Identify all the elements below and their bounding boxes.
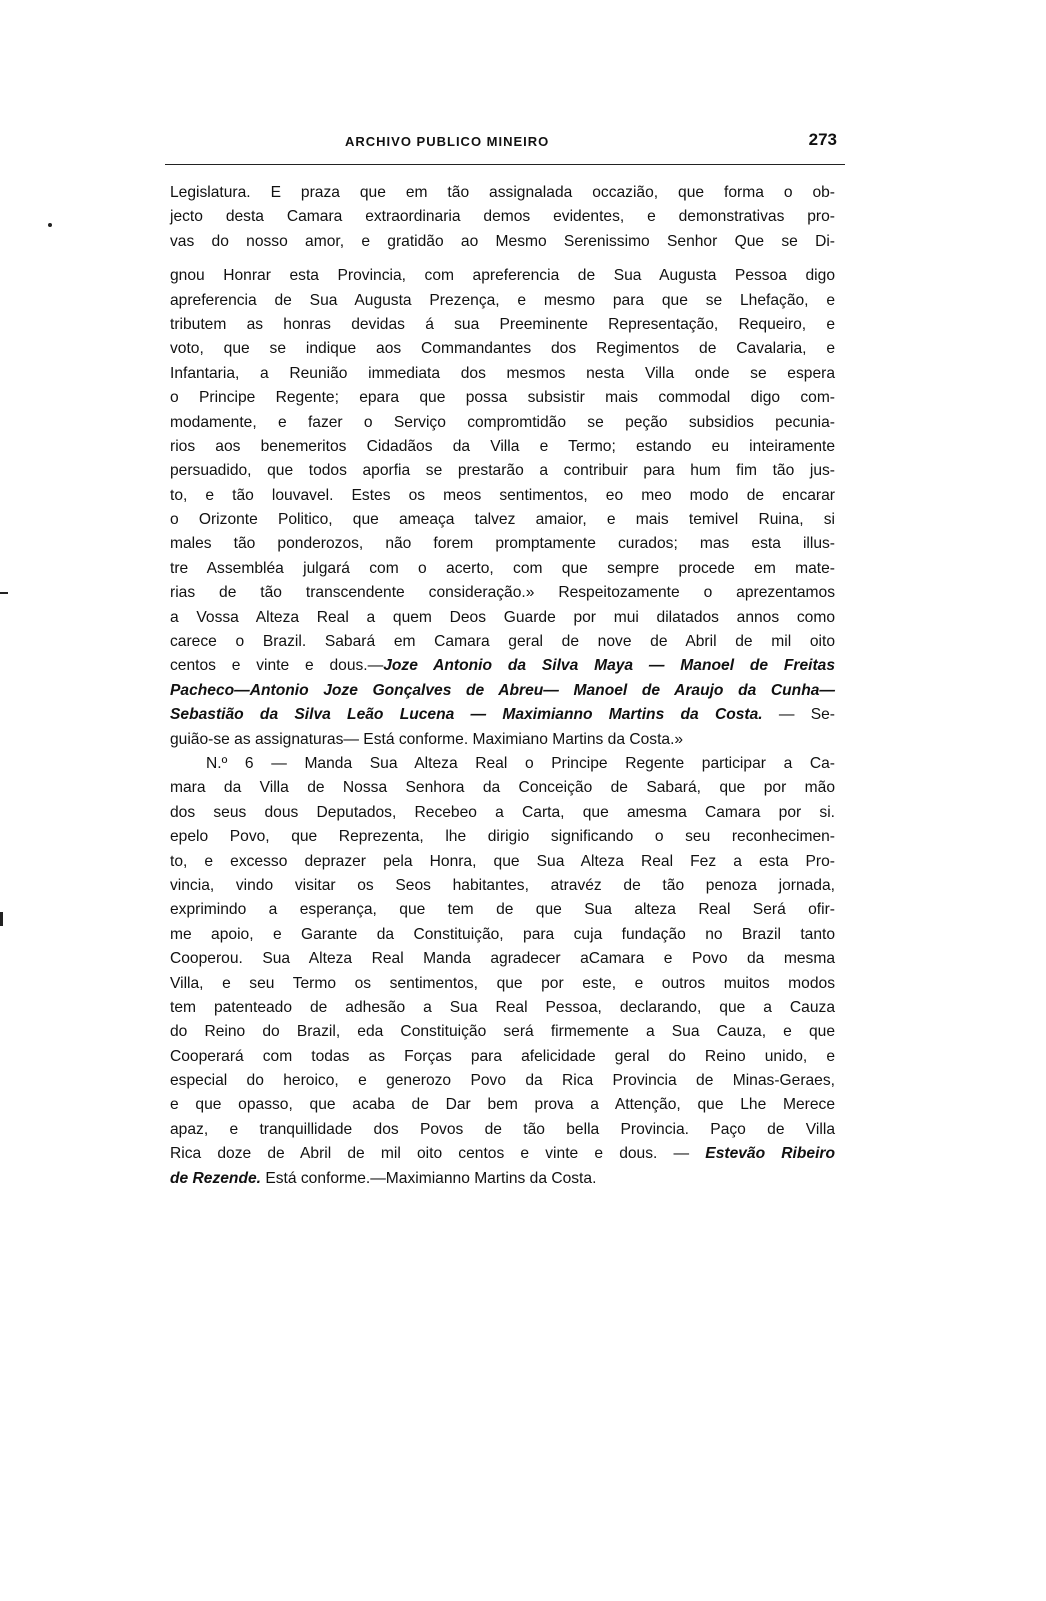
text-segment: jecto desta Camara extraordinaria demos evidentes, e demonstrativas pro-	[170, 208, 835, 226]
text-segment: rias de tão transcendente consideração.» Respeitozamente o aprezentamos	[170, 584, 835, 602]
text-line	[170, 459, 835, 483]
text-segment: carece o Brazil. Sabará em Camara geral de nove de Abril de mil oito	[170, 633, 835, 651]
text-segment: Rica doze de Abril de mil oito centos e vinte e dous. —	[170, 1145, 706, 1163]
text-segment: Está conforme.—Maximianno Martins da Costa.	[261, 1169, 597, 1187]
text-segment: o Principe Regente; epara que possa subsistir mais commodal digo com-	[170, 389, 835, 407]
text-line	[170, 1069, 835, 1093]
text-segment: apaz, e tranquillidade dos Povos de tão bella Provincia. Paço de Villa	[170, 1120, 835, 1138]
text-segment: Infantaria, a Reunião immediata dos mesmos nesta Villa onde se espera	[170, 364, 835, 382]
text-line	[170, 1167, 835, 1191]
text-line	[170, 411, 835, 435]
text-segment: to, e tão louvavel. Estes os meos sentimentos, eo meo modo de encarar	[170, 486, 835, 504]
text-line	[170, 630, 835, 654]
text-segment: dos seus dous Deputados, Recebeo a Carta, que amesma Camara por si.	[170, 803, 835, 821]
text-segment: Legislatura. E praza que em tão assignalada occazião, que forma o ob-	[170, 184, 835, 201]
text-segment: Cooperará com todas as Forças para afelicidade geral do Reino unido, e	[170, 1047, 835, 1065]
margin-mark	[0, 592, 8, 594]
text-segment: epelo Povo, que Reprezenta, lhe dirigio significando o seu reconhecimen-	[170, 828, 835, 846]
italic-segment: de Rezende.	[170, 1169, 261, 1187]
text-segment: voto, que se indique aos Commandantes dos Regimentos de Cavalaria, e	[170, 340, 835, 358]
text-line	[170, 532, 835, 556]
text-line	[170, 679, 835, 703]
text-line	[170, 313, 835, 337]
text-segment: exprimindo a esperança, que tem de que Sua alteza Real Será ofir-	[170, 901, 835, 919]
text-segment: N.º 6 — Manda Sua Alteza Real o Principe Regente participar a Ca-	[206, 754, 835, 772]
margin-mark	[0, 912, 3, 926]
text-line	[170, 1020, 835, 1044]
text-segment: apreferencia de Sua Augusta Prezença, e mesmo para que se Lhefação, e	[170, 291, 835, 309]
text-segment: Villa, e seu Termo os sentimentos, que por este, e outros muitos modos	[170, 974, 835, 992]
text-line	[170, 850, 835, 874]
text-segment: me apoio, e Garante da Constituição, para cuja fundação no Brazil tanto	[170, 925, 835, 943]
text-line	[170, 435, 835, 459]
text-line	[170, 728, 835, 752]
text-line	[170, 264, 835, 288]
text-line	[170, 557, 835, 581]
text-line	[170, 181, 835, 205]
italic-segment: Joze Antonio da Silva Maya — Manoel de Freitas	[383, 657, 835, 675]
text-segment: tem patenteado de adhesão a Sua Real Pessoa, declarando, que a Cauza	[170, 998, 835, 1016]
text-segment: persuadido, que todos aporfia se prestarão a contribuir para hum fim tão jus-	[170, 462, 835, 480]
text-segment: especial do heroico, e generozo Povo da Rica Provincia de Minas-Geraes,	[170, 1072, 835, 1090]
text-line	[170, 898, 835, 922]
text-line	[170, 1118, 835, 1142]
text-line	[170, 996, 835, 1020]
text-segment: tre Assembléa julgará com o acerto, com que sempre procede em mate-	[170, 559, 835, 577]
italic-segment: Pacheco—Antonio Joze Gonçalves de Abreu— Manoel de Araujo da Cunha—	[170, 681, 835, 699]
text-line	[170, 581, 835, 605]
text-segment: vincia, vindo visitar os Seos habitantes, atravéz de tão penoza jornada,	[170, 876, 835, 894]
text-segment: to, e excesso deprazer pela Honra, que Sua Alteza Real Fez a esta Pro-	[170, 852, 835, 870]
text-line	[170, 1142, 835, 1166]
text-line	[170, 972, 835, 996]
margin-mark	[48, 223, 52, 227]
header-rule	[165, 164, 845, 165]
text-line	[170, 386, 835, 410]
text-segment: modamente, e fazer o Serviço compromtidão se peção subsidios pecunia-	[170, 413, 835, 431]
text-segment: centos e vinte e dous.—	[170, 657, 384, 675]
page-number: 273	[808, 130, 837, 149]
text-line	[170, 654, 835, 678]
text-line	[170, 484, 835, 508]
text-line	[170, 230, 835, 254]
text-line	[170, 752, 835, 776]
text-line	[170, 205, 835, 229]
text-line	[170, 801, 835, 825]
page-header	[165, 130, 845, 156]
running-title: ARCHIVO PUBLICO MINEIRO	[345, 134, 550, 149]
text-line	[170, 947, 835, 971]
text-segment: o Orizonte Politico, que ameaça talvez amaior, e mais temivel Ruina, si	[170, 511, 835, 529]
text-line	[170, 1093, 835, 1117]
text-line	[170, 508, 835, 532]
text-segment: gnou Honrar esta Provincia, com apreferencia de Sua Augusta Pessoa digo	[170, 267, 835, 285]
text-line	[170, 337, 835, 361]
text-line	[170, 874, 835, 898]
text-line	[170, 776, 835, 800]
italic-segment: Sebastião da Silva Leão Lucena — Maximianno Martins da Costa.	[170, 706, 763, 724]
text-line	[170, 289, 835, 313]
text-line	[170, 606, 835, 630]
text-segment: e que opasso, que acaba de Dar bem prova a Attenção, que Lhe Merece	[170, 1096, 835, 1114]
body-text	[170, 181, 835, 1191]
text-segment: tributem as honras devidas á sua Preeminente Representação, Requeiro, e	[170, 315, 835, 333]
text-line	[170, 703, 835, 727]
text-line	[170, 362, 835, 386]
text-segment: do Reino do Brazil, eda Constituição será firmemente a Sua Cauza, e que	[170, 1023, 835, 1041]
text-segment: guião-se as assignaturas— Está conforme. Maximiano Martins da Costa.»	[170, 730, 684, 748]
text-segment: a Vossa Alteza Real a quem Deos Guarde por mui dilatados annos como	[170, 608, 835, 626]
text-line	[170, 825, 835, 849]
text-segment: Cooperou. Sua Alteza Real Manda agradecer aCamara e Povo da mesma	[170, 950, 835, 968]
italic-segment: Estevão Ribeiro	[705, 1145, 835, 1163]
text-segment: rios aos benemeritos Cidadãos da Villa e Termo; estando eu inteiramente	[170, 437, 835, 455]
text-line	[170, 923, 835, 947]
text-segment: males tão ponderozos, não forem promptamente curados; mas esta illus-	[170, 535, 835, 553]
text-line	[170, 1045, 835, 1069]
text-segment: mara da Villa de Nossa Senhora da Conceição de Sabará, que por mão	[170, 779, 835, 797]
text-segment: — Se-	[762, 706, 835, 724]
text-segment: vas do nosso amor, e gratidão ao Mesmo Serenissimo Senhor Que se Di-	[170, 232, 835, 250]
